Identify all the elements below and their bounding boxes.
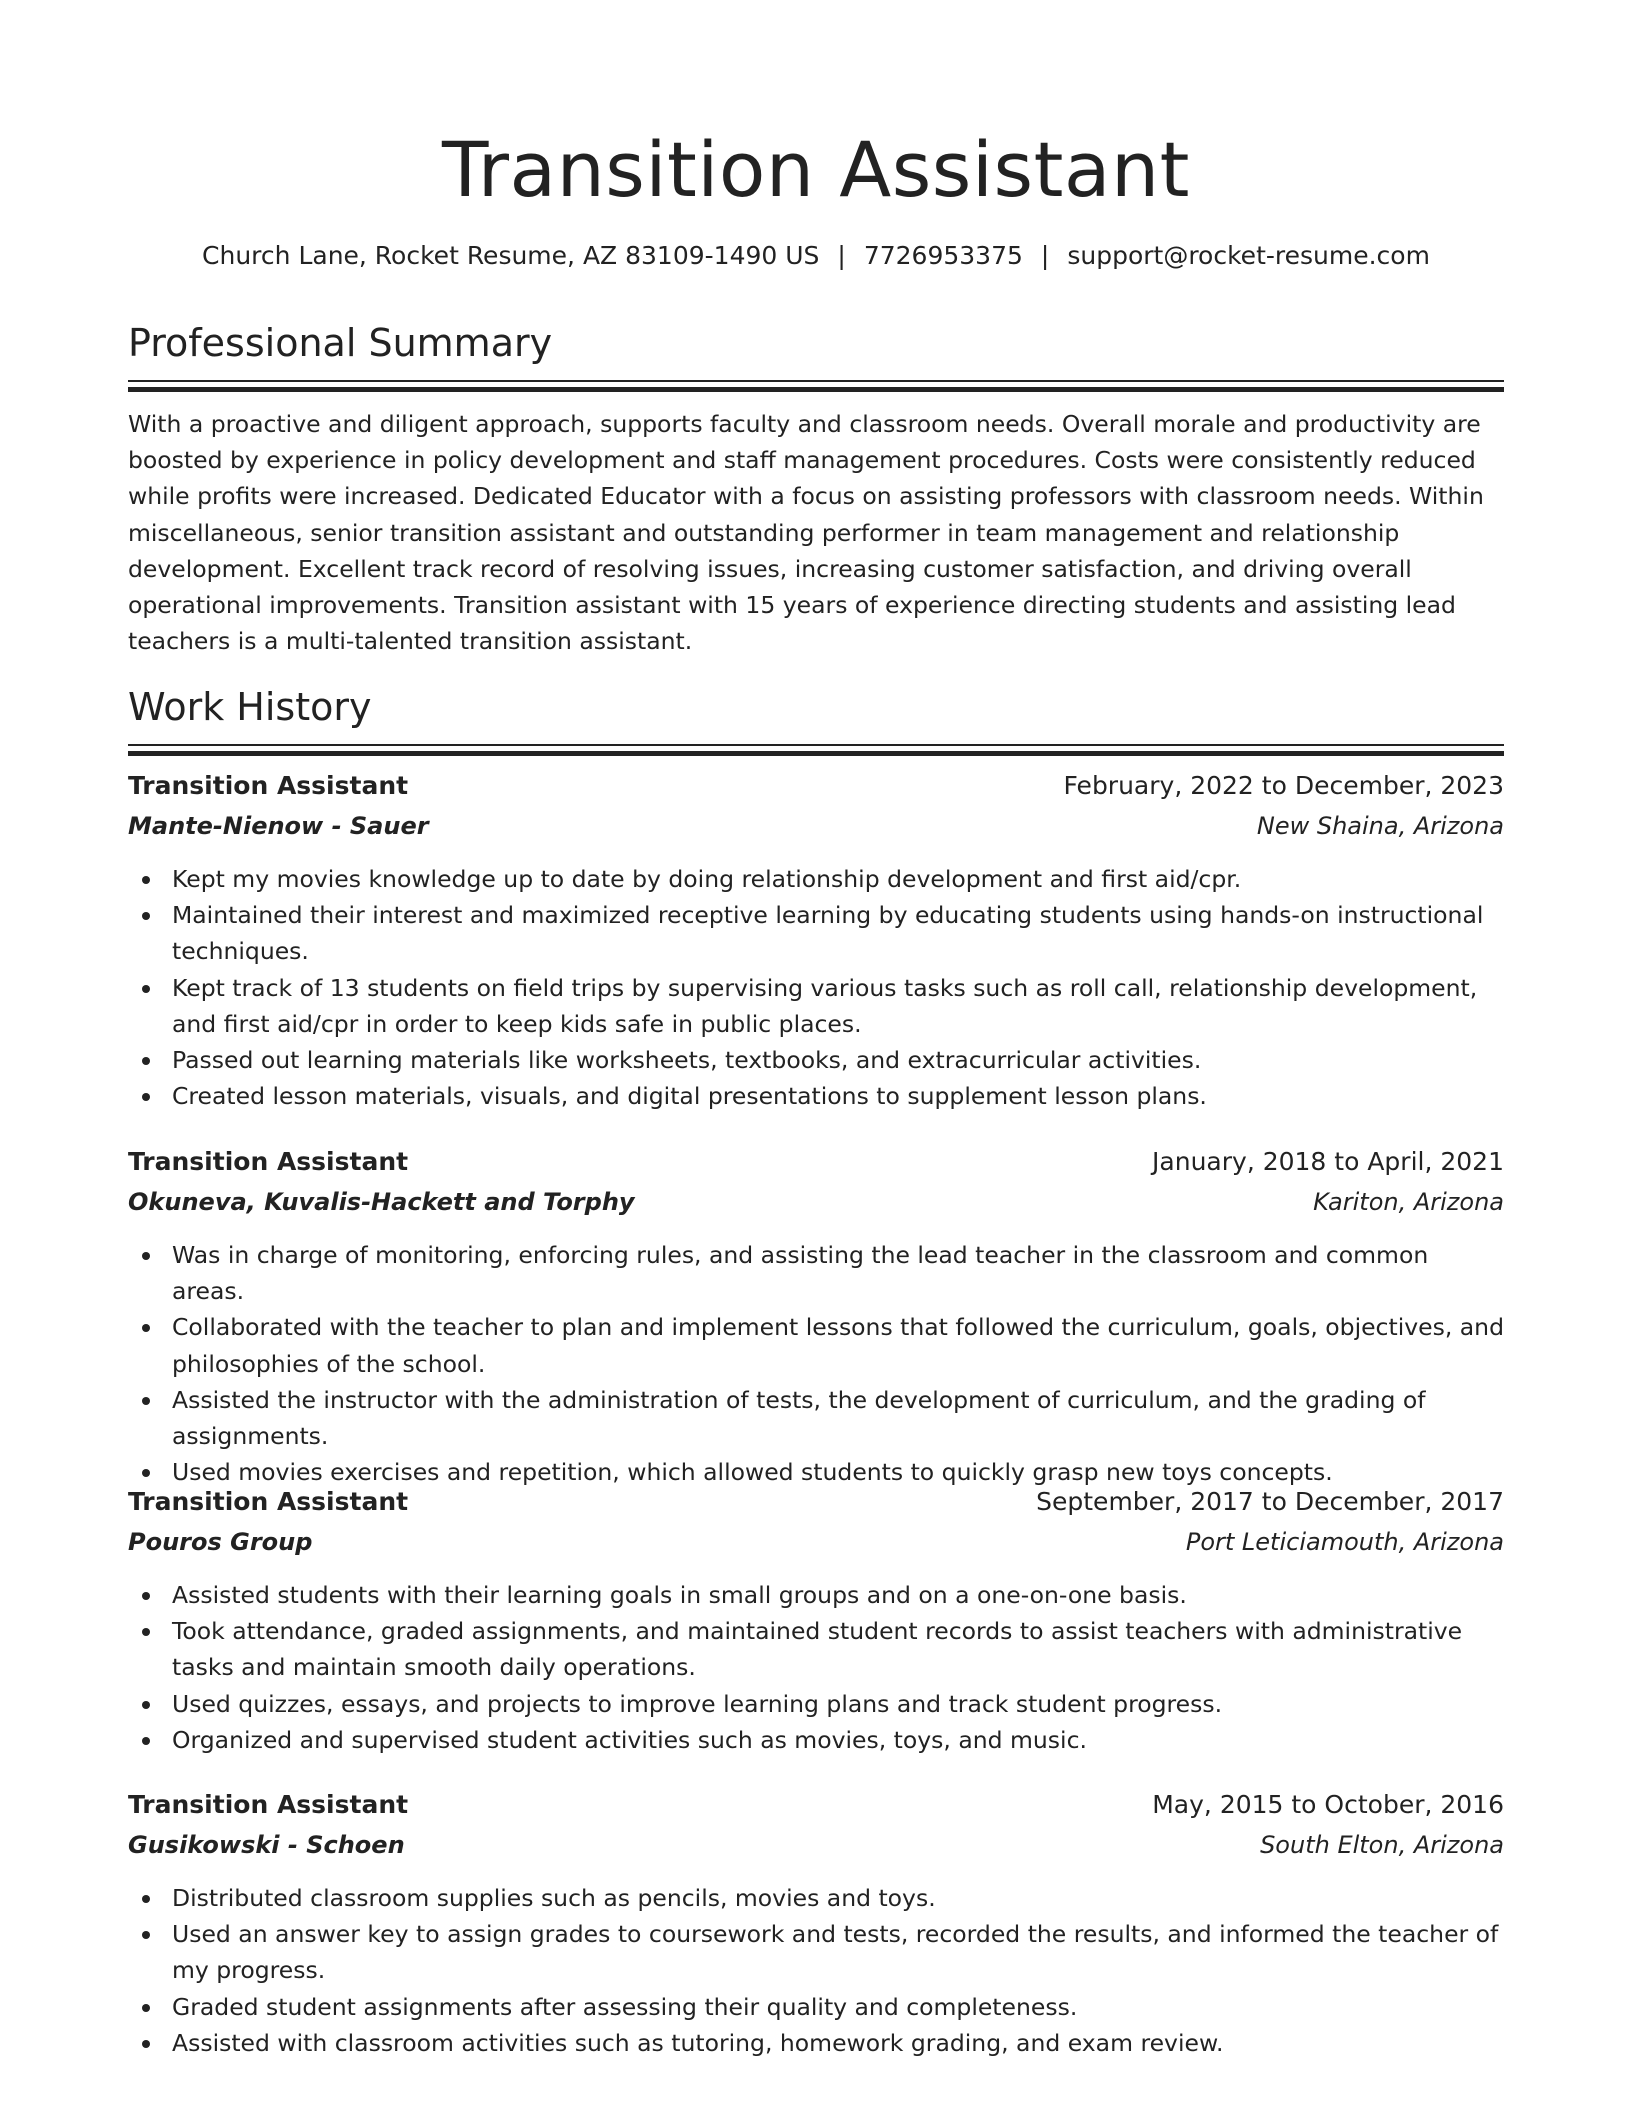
candidate-name: Transition Assistant: [442, 125, 1190, 214]
job-bullets: [128, 1237, 1504, 1490]
job-location: South Elton, Arizona: [1260, 1831, 1504, 1859]
resume-page: [128, 0, 1504, 2112]
job-location: Port Leticiamouth, Arizona: [1185, 1528, 1504, 1556]
job-bullet: Took attendance, graded assignments, and maintained student records to assist teachers with administrative tasks and maintain smooth daily operations.: [128, 1613, 1504, 1685]
job-bullets: [128, 1880, 1504, 2061]
contact-separator: |: [837, 241, 846, 270]
job-bullet: Created lesson materials, visuals, and digital presentations to supplement lesson plans.: [128, 1078, 1504, 1114]
job-bullet: Used an answer key to assign grades to coursework and tests, recorded the results, and informed the teacher of my progress.: [128, 1916, 1504, 1988]
job-company-row: [128, 1826, 1504, 1866]
contact-address: Church Lane, Rocket Resume, AZ 83109-1490 US: [202, 241, 820, 270]
job-header-row: [128, 767, 1504, 807]
job-bullets: [128, 861, 1504, 1114]
job-header-row: [128, 1786, 1504, 1826]
job-header-row: [128, 1483, 1504, 1523]
section-title-work-history: Work History: [128, 685, 372, 729]
job-bullet: Graded student assignments after assessing their quality and completeness.: [128, 1989, 1504, 2025]
job-bullet: Assisted the instructor with the administration of tests, the development of curriculum, and the grading of assignments.: [128, 1382, 1504, 1454]
job-bullet: Was in charge of monitoring, enforcing rules, and assisting the lead teacher in the classroom and common areas.: [128, 1237, 1504, 1309]
job-bullet: Distributed classroom supplies such as pencils, movies and toys.: [128, 1880, 1504, 1916]
contact-line: [128, 238, 1504, 274]
summary-section: [128, 318, 1504, 659]
job-bullet: Passed out learning materials like worksheets, textbooks, and extracurricular activities.: [128, 1042, 1504, 1078]
job-dates: September, 2017 to December, 2017: [1036, 1487, 1504, 1516]
job-title: Transition Assistant: [128, 1487, 409, 1516]
job-title: Transition Assistant: [128, 771, 409, 800]
job-dates: February, 2022 to December, 2023: [1063, 771, 1504, 800]
job-header-row: [128, 1143, 1504, 1183]
job-company-row: [128, 1523, 1504, 1563]
job-company: Mante-Nienow - Sauer: [128, 812, 429, 840]
job-bullet: Collaborated with the teacher to plan and implement lessons that followed the curriculum, goals, objectives, and philosophies of the school.: [128, 1309, 1504, 1381]
job-entry: [128, 1786, 1504, 2061]
job-company-row: [128, 807, 1504, 847]
section-divider: [128, 744, 1504, 754]
summary-text: With a proactive and diligent approach, supports faculty and classroom needs. Overall morale and productivity are boosted by experience in policy development and staff management procedures. Costs were consistently reduced while profits were increased. Dedicated Educator with a focus on assisting professors with classroom needs. Within miscellaneous, senior transition assistant and outstanding performer in team management and relationship development. Excellent track record of resolving issues, increasing customer satisfaction, and driving overall operational improvements. Transition assistant with 15 years of experience directing students and assisting lead teachers is a multi-talented transition assistant.: [128, 410, 1484, 656]
contact-separator: |: [1040, 241, 1050, 270]
work-history-section: [128, 682, 1504, 754]
section-divider: [128, 380, 1504, 390]
section-title-summary: Professional Summary: [128, 321, 553, 365]
job-bullet: Used movies exercises and repetition, which allowed students to quickly grasp new toys concepts.: [128, 1454, 1504, 1490]
job-title: Transition Assistant: [128, 1147, 409, 1176]
job-location: New Shaina, Arizona: [1256, 812, 1504, 840]
job-company-row: [128, 1183, 1504, 1223]
contact-phone: 7726953375: [863, 241, 1023, 270]
job-location: Kariton, Arizona: [1313, 1188, 1504, 1216]
job-bullets: [128, 1577, 1504, 1758]
job-bullet: Assisted students with their learning goals in small groups and on a one-on-one basis.: [128, 1577, 1504, 1613]
job-bullet: Used quizzes, essays, and projects to improve learning plans and track student progress.: [128, 1686, 1504, 1722]
contact-email: support@rocket-resume.com: [1067, 241, 1430, 270]
job-bullet: Maintained their interest and maximized receptive learning by educating students using hands-on instructional techniques.: [128, 897, 1504, 969]
job-company: Pouros Group: [128, 1528, 313, 1556]
job-entry: [128, 1143, 1504, 1490]
job-title: Transition Assistant: [128, 1790, 409, 1819]
job-dates: May, 2015 to October, 2016: [1152, 1790, 1504, 1819]
job-company: Okuneva, Kuvalis-Hackett and Torphy: [128, 1188, 635, 1216]
job-bullet: Assisted with classroom activities such as tutoring, homework grading, and exam review.: [128, 2025, 1504, 2061]
job-company: Gusikowski - Schoen: [128, 1831, 405, 1859]
job-entry: [128, 1483, 1504, 1758]
job-entry: [128, 767, 1504, 1114]
job-bullet: Kept track of 13 students on field trips by supervising various tasks such as roll call, relationship development, and first aid/cpr in order to keep kids safe in public places.: [128, 970, 1504, 1042]
job-dates: January, 2018 to April, 2021: [1152, 1147, 1504, 1176]
job-bullet: Kept my movies knowledge up to date by doing relationship development and first aid/cpr.: [128, 861, 1504, 897]
job-bullet: Organized and supervised student activities such as movies, toys, and music.: [128, 1722, 1504, 1758]
